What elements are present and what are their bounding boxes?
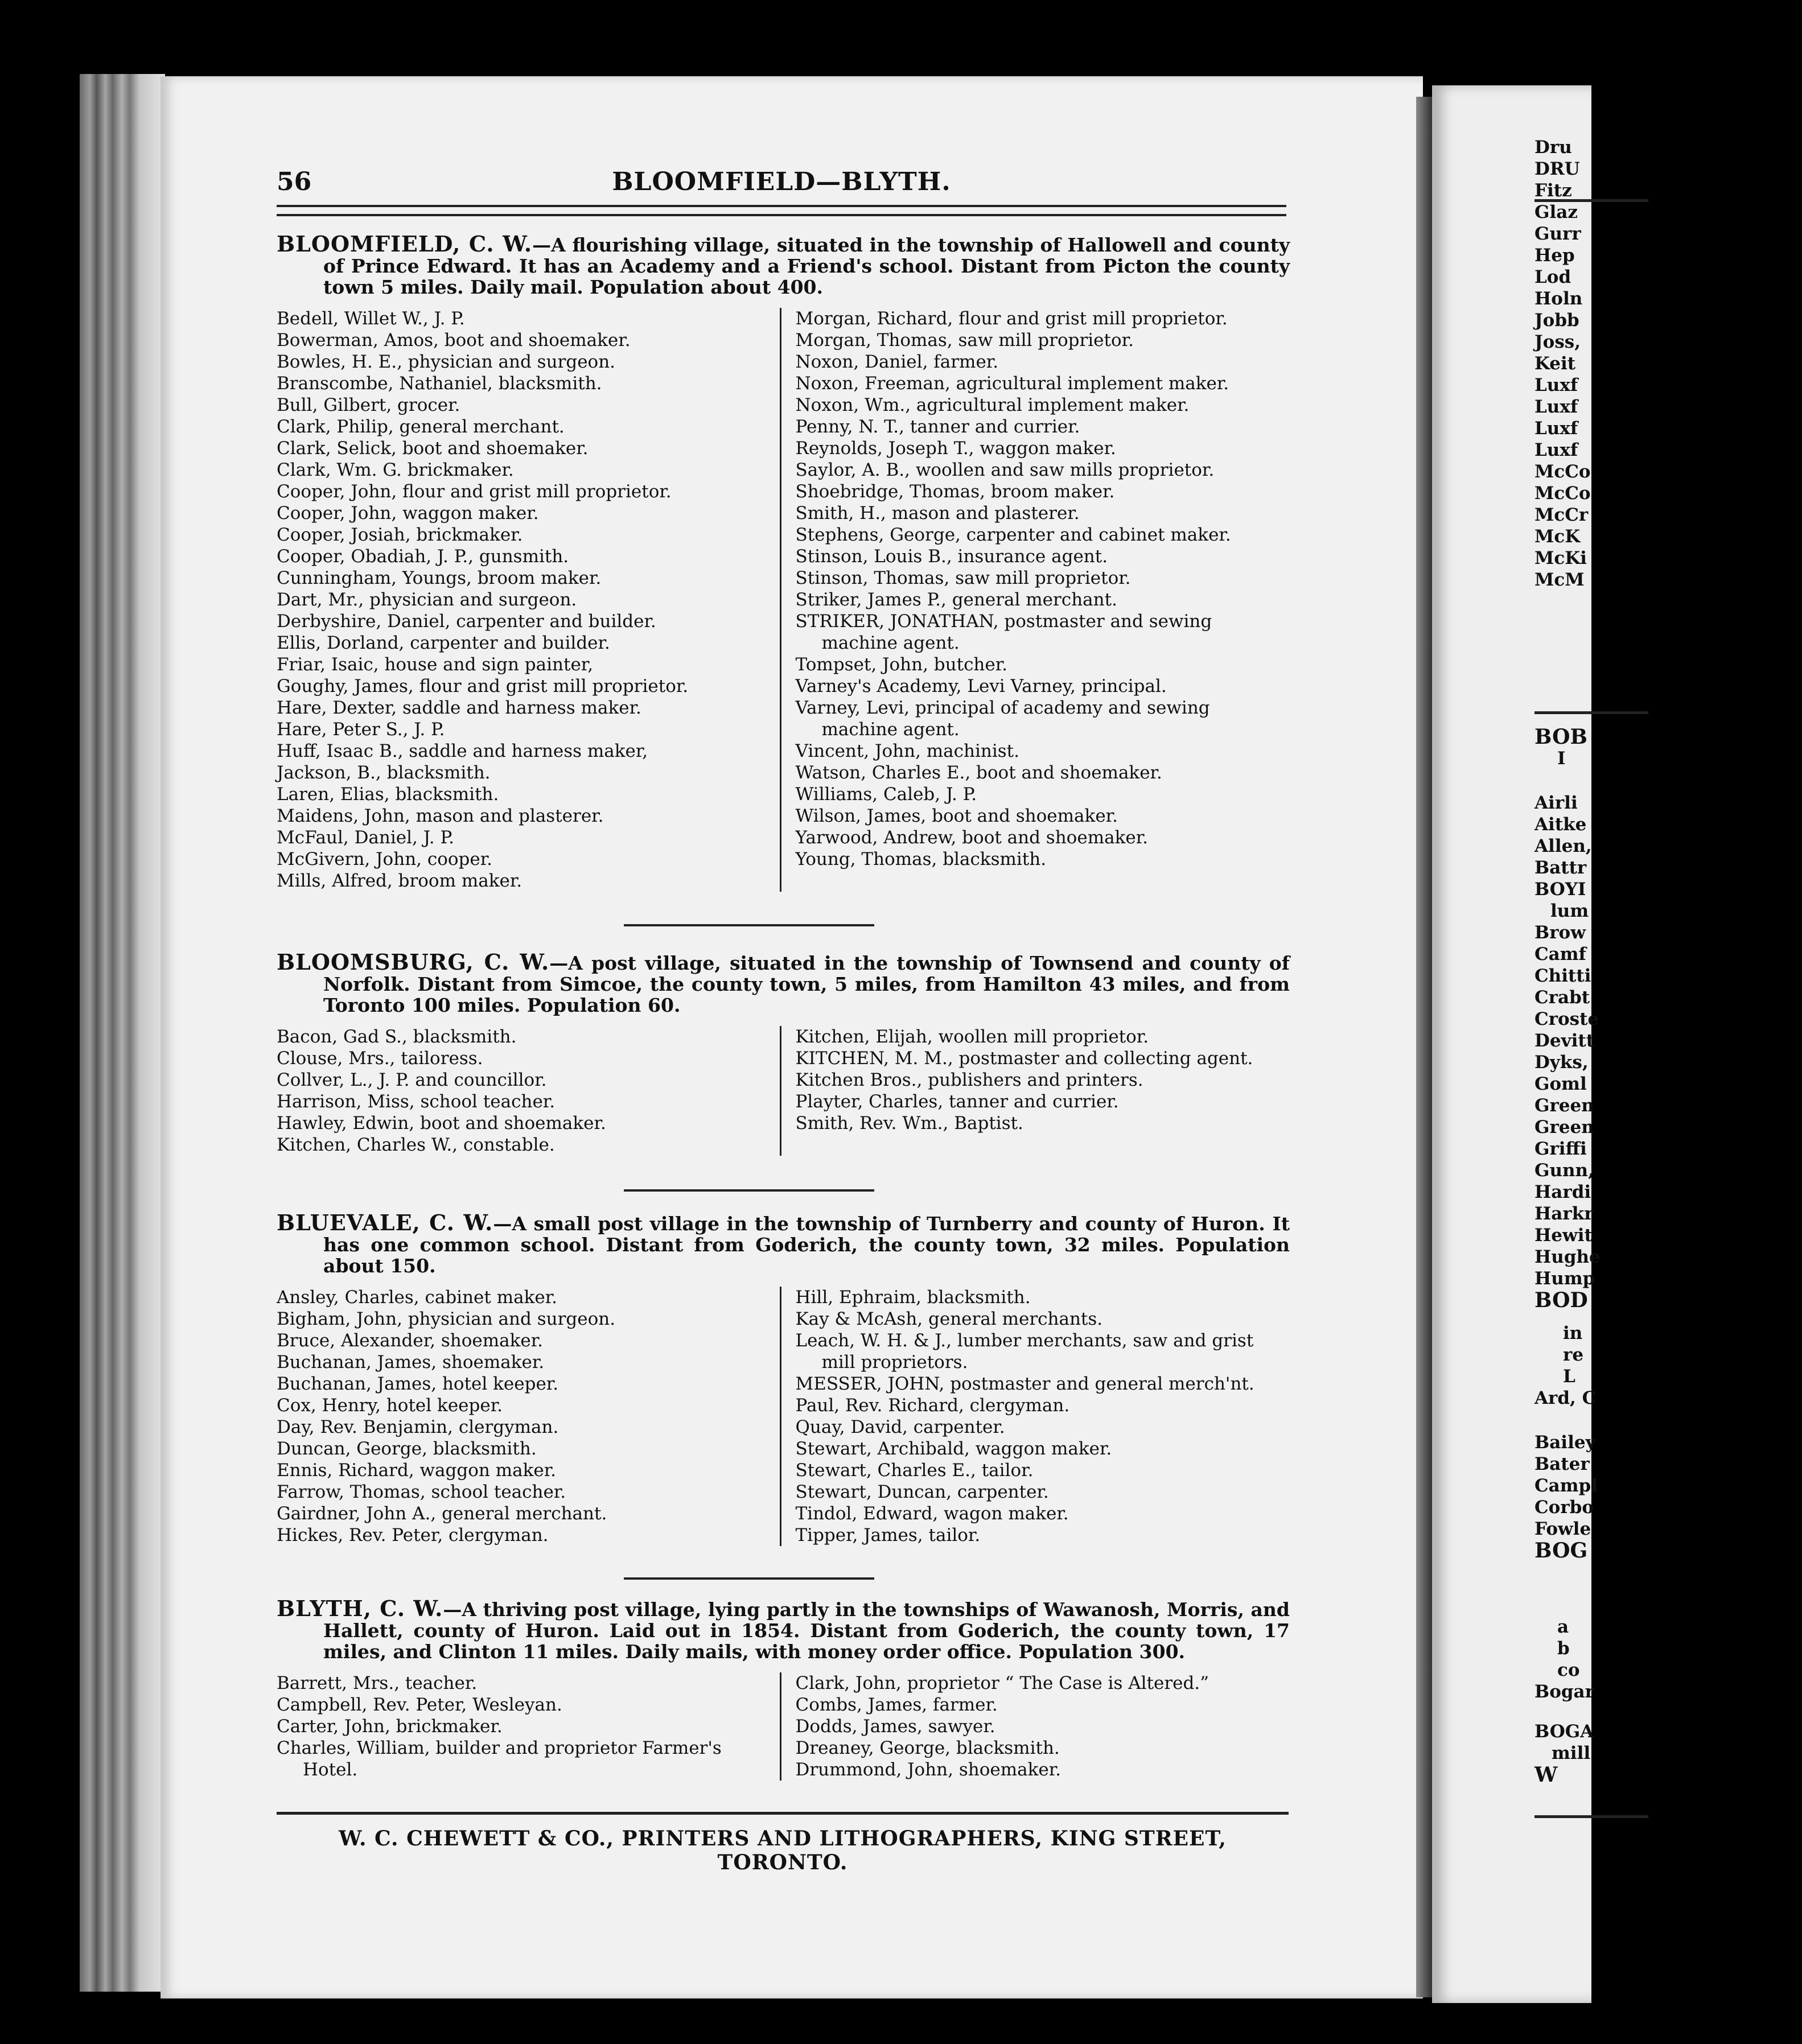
next-page-text: Battr (1534, 858, 1587, 878)
directory-entry: Mills, Alfred, broom maker. (277, 871, 523, 891)
directory-entry: Stewart, Archibald, waggon maker. (795, 1439, 1112, 1459)
next-page-header-rule (1534, 199, 1648, 202)
place-description (277, 1598, 1290, 1662)
next-page-text: BOB (1534, 725, 1587, 749)
next-page-text: Bater (1534, 1454, 1590, 1474)
directory-entry: Dart, Mr., physician and surgeon. (277, 590, 577, 610)
directory-entry: Combs, James, farmer. (795, 1695, 998, 1715)
right-column (780, 1026, 1290, 1156)
directory-entry: Stinson, Louis B., insurance agent. (795, 546, 1108, 567)
next-page-text: Lod (1534, 267, 1571, 287)
next-page-text: BOD (1534, 1288, 1588, 1312)
place-name: BLOOMFIELD, C. W. (277, 231, 533, 257)
directory-entry: Kay & McAsh, general merchants. (795, 1309, 1103, 1329)
next-page-text: Devitt (1534, 1031, 1595, 1051)
directory-entry: Hickes, Rev. Peter, clergyman. (277, 1525, 549, 1546)
place-section (277, 1212, 1290, 1546)
next-page-text: McCo (1534, 483, 1591, 504)
next-page-text: Green (1534, 1095, 1594, 1116)
directory-entry: Cox, Henry, hotel keeper. (277, 1395, 503, 1416)
directory-entry: Bowles, H. E., physician and surgeon. (277, 352, 616, 372)
right-column (780, 1287, 1290, 1546)
section-separator (624, 1189, 874, 1192)
left-column (277, 308, 780, 892)
directory-entry: Clark, Wm. G. brickmaker. (277, 460, 514, 480)
directory-entry: Gairdner, John A., general merchant. (277, 1503, 607, 1524)
place-name: BLUEVALE, C. W. (277, 1210, 493, 1235)
place-description (277, 951, 1290, 1016)
directory-entry: Harrison, Miss, school teacher. (277, 1091, 556, 1112)
next-page-text: Harkr (1534, 1204, 1594, 1224)
directory-entry: Stewart, Duncan, carpenter. (795, 1482, 1049, 1502)
directory-entry: Paul, Rev. Richard, clergyman. (795, 1395, 1070, 1416)
next-page-text: re (1563, 1345, 1584, 1365)
running-head: BLOOMFIELD—BLYTH. (612, 167, 951, 196)
directory-entry: Quay, David, carpenter. (795, 1417, 1005, 1437)
directory-entry: Morgan, Thomas, saw mill proprietor. (795, 330, 1134, 351)
directory-entry: Hawley, Edwin, boot and shoemaker. (277, 1113, 606, 1134)
place-description (277, 1212, 1290, 1276)
next-page-text: W (1534, 1763, 1558, 1787)
next-page-text: Hughe (1534, 1247, 1601, 1267)
directory-entry: McGivern, John, cooper. (277, 849, 493, 869)
right-column (780, 308, 1290, 892)
left-column (277, 1026, 780, 1156)
directory-entry: Drummond, John, shoemaker. (795, 1759, 1061, 1780)
next-page-text: Holn (1534, 289, 1583, 309)
directory-entry: Reynolds, Joseph T., waggon maker. (795, 438, 1116, 459)
directory-entry: Ennis, Richard, waggon maker. (277, 1460, 556, 1481)
place-summary: —A small post village in the township of Turnberry and county of Huron. It has one common school. Distant from Goderich, the county town, 32 miles. Population about 150. (323, 1213, 1290, 1277)
place-section (277, 233, 1290, 892)
directory-entry: Buchanan, James, hotel keeper. (277, 1374, 559, 1394)
directory-columns (277, 1287, 1290, 1546)
next-page-text: b (1557, 1638, 1570, 1659)
next-page-footer-rule (1534, 1815, 1648, 1818)
directory-entry: Hare, Peter S., J. P. (277, 719, 445, 740)
next-page-text: Corbo (1534, 1497, 1594, 1518)
next-page-text: in (1563, 1323, 1583, 1344)
next-page-text: McK (1534, 526, 1581, 547)
next-page-text: McCr (1534, 505, 1589, 525)
directory-entry: Kitchen Bros., publishers and printers. (795, 1070, 1143, 1090)
directory-entry: Kitchen, Charles W., constable. (277, 1135, 555, 1155)
next-page-separator (1534, 711, 1648, 714)
next-page-text: Fowle (1534, 1519, 1591, 1539)
directory-entry: Cooper, Josiah, brickmaker. (277, 525, 523, 545)
next-page-text: McCo (1534, 461, 1591, 482)
book-page-edges (80, 74, 165, 1992)
directory-entry: Young, Thomas, blacksmith. (795, 849, 1047, 869)
directory-entry: Clark, Selick, boot and shoemaker. (277, 438, 589, 459)
directory-entry: Day, Rev. Benjamin, clergyman. (277, 1417, 559, 1437)
directory-entry: Smith, Rev. Wm., Baptist. (795, 1113, 1023, 1134)
next-page-text: Fitz (1534, 180, 1572, 201)
next-page-text: Hewit (1534, 1225, 1593, 1246)
directory-entry: Bacon, Gad S., blacksmith. (277, 1027, 517, 1047)
directory-entry: Hill, Ephraim, blacksmith. (795, 1287, 1031, 1308)
next-page-text: Airli (1534, 793, 1578, 813)
directory-entry: Collver, L., J. P. and councillor. (277, 1070, 547, 1090)
next-page-text: Luxf (1534, 418, 1578, 439)
next-page-text: Gunn, (1534, 1160, 1594, 1181)
right-column (780, 1672, 1290, 1781)
printer-imprint: W. C. CHEWETT & CO., PRINTERS AND LITHOGRAPHERS, KING STREET, TORONTO. (339, 1827, 1227, 1874)
directory-entry: Tipper, James, tailor. (795, 1525, 981, 1546)
directory-entry: Maidens, John, mason and plasterer. (277, 806, 604, 826)
directory-entry: Jackson, B., blacksmith. (277, 763, 491, 783)
directory-entry: Stinson, Thomas, saw mill proprietor. (795, 568, 1131, 588)
next-page-text: Bailey (1534, 1432, 1596, 1453)
next-page-text: McM (1534, 570, 1585, 590)
directory-entry: Bigham, John, physician and surgeon. (277, 1309, 616, 1329)
directory-entry: Campbell, Rev. Peter, Wesleyan. (277, 1695, 562, 1715)
directory-columns (277, 1672, 1290, 1781)
directory-entry: Cunningham, Youngs, broom maker. (277, 568, 602, 588)
directory-entry: Shoebridge, Thomas, broom maker. (795, 481, 1115, 502)
next-page-text: Goml (1534, 1074, 1587, 1094)
directory-entry: Farrow, Thomas, school teacher. (277, 1482, 566, 1502)
next-page-text: Aitke (1534, 814, 1587, 835)
directory-entry: Noxon, Daniel, farmer. (795, 352, 999, 372)
next-page-text: Croste (1534, 1009, 1599, 1029)
directory-entry: Dreaney, George, blacksmith. (795, 1738, 1060, 1758)
next-page-text: I (1557, 748, 1566, 769)
directory-entry: Laren, Elias, blacksmith. (277, 784, 499, 805)
directory-entry: Stewart, Charles E., tailor. (795, 1460, 1034, 1481)
directory-entry: Duncan, George, blacksmith. (277, 1439, 537, 1459)
next-page-text: Joss, (1534, 332, 1581, 352)
directory-entry: Kitchen, Elijah, woollen mill proprietor. (795, 1027, 1149, 1047)
directory-entry: Playter, Charles, tanner and currier. (795, 1091, 1119, 1112)
place-summary: —A thriving post village, lying partly in the townships of Wawanosh, Morris, and Hallett, county of Huron. Laid out in 1854. Distant from Goderich, the county town, 17 miles, and Clinton 11 miles. Daily mails, with money order office. Population 300. (323, 1598, 1290, 1663)
directory-entry: Barrett, Mrs., teacher. (277, 1673, 478, 1693)
directory-entry: Stephens, George, carpenter and cabinet maker. (795, 525, 1231, 545)
next-page-text: Green (1534, 1117, 1594, 1138)
directory-entry: Huff, Isaac B., saddle and harness maker, (277, 741, 648, 761)
next-page-text: mill (1552, 1743, 1591, 1763)
next-page-text: Hep (1534, 245, 1575, 266)
next-page-text: Ard, C (1534, 1388, 1597, 1408)
directory-entry: Clark, John, proprietor “ The Case is Altered.” (795, 1673, 1209, 1693)
directory-entry: Tindol, Edward, wagon maker. (795, 1503, 1069, 1524)
place-section (277, 951, 1290, 1156)
next-page-text: L (1563, 1366, 1575, 1387)
next-page-text: Hardi (1534, 1182, 1591, 1202)
directory-entry: Morgan, Richard, flour and grist mill proprietor. (795, 308, 1228, 329)
directory-entry: Saylor, A. B., woollen and saw mills proprietor. (795, 460, 1215, 480)
directory-entry: Penny, N. T., tanner and currier. (795, 417, 1080, 437)
next-page-text: Dyks, (1534, 1052, 1589, 1073)
next-page-text: Brow (1534, 922, 1586, 943)
next-page-text: Glaz (1534, 202, 1578, 222)
section-separator (624, 924, 874, 926)
next-page-text: Luxf (1534, 440, 1578, 460)
next-page-text: Dru (1534, 137, 1572, 158)
directory-columns (277, 1026, 1290, 1156)
directory-entry: Ansley, Charles, cabinet maker. (277, 1287, 557, 1308)
next-page-text: lum (1550, 901, 1589, 921)
place-name: BLOOMSBURG, C. W. (277, 949, 550, 975)
place-section (277, 1598, 1290, 1781)
page-number: 56 (277, 167, 312, 196)
next-page-text: Bogar (1534, 1682, 1594, 1702)
next-page-text: BOYI (1534, 879, 1586, 900)
next-page-text: Griffi (1534, 1139, 1587, 1159)
next-page-text: Jobb (1534, 310, 1579, 331)
header-double-rule (277, 205, 1286, 216)
next-page-text: Crabt (1534, 987, 1590, 1008)
directory-entry: Clouse, Mrs., tailoress. (277, 1048, 483, 1069)
next-page-text: McKi (1534, 548, 1587, 568)
directory-entry: Noxon, Wm., agricultural implement maker. (795, 395, 1190, 415)
directory-entry: Hare, Dexter, saddle and harness maker. (277, 698, 641, 718)
directory-entry: Cooper, Obadiah, J. P., gunsmith. (277, 546, 569, 567)
directory-entry: Varney, Levi, principal of academy and sewing machine agent. (795, 698, 1210, 740)
directory-entry: Wilson, James, boot and shoemaker. (795, 806, 1118, 826)
directory-entry: Branscombe, Nathaniel, blacksmith. (277, 373, 602, 394)
directory-entry: Dodds, James, sawyer. (795, 1716, 995, 1737)
next-page-text: BOGA (1534, 1721, 1594, 1742)
directory-entry: Goughy, James, flour and grist mill proprietor. (277, 676, 689, 697)
footer-rule (277, 1812, 1289, 1815)
directory-entry: Bowerman, Amos, boot and shoemaker. (277, 330, 631, 351)
directory-entry: Smith, H., mason and plasterer. (795, 503, 1080, 524)
directory-entry: Bull, Gilbert, grocer. (277, 395, 460, 415)
place-name: BLYTH, C. W. (277, 1596, 443, 1621)
directory-entry: Striker, James P., general merchant. (795, 590, 1117, 610)
directory-entry: Bedell, Willet W., J. P. (277, 308, 465, 329)
next-page-text: a (1557, 1617, 1569, 1637)
directory-entry: Cooper, John, flour and grist mill proprietor. (277, 481, 672, 502)
directory-entry: KITCHEN, M. M., postmaster and collecting agent. (795, 1048, 1253, 1069)
directory-entry: McFaul, Daniel, J. P. (277, 827, 454, 848)
directory-entry: Buchanan, James, shoemaker. (277, 1352, 545, 1373)
next-page-text: BOG (1534, 1539, 1588, 1563)
directory-entry: Cooper, John, waggon maker. (277, 503, 539, 524)
directory-entry: Watson, Charles E., boot and shoemaker. (795, 763, 1162, 783)
place-summary: —A post village, situated in the township of Townsend and county of Norfolk. Distant from Simcoe, the county town, 5 miles, from Hamilton 43 miles, and from Toronto 100 miles. Population 60. (323, 952, 1290, 1016)
next-page-text: Allen, (1534, 836, 1592, 856)
directory-entry: Carter, John, brickmaker. (277, 1716, 503, 1737)
next-page-text: Chitti (1534, 966, 1591, 986)
next-page-text: Gurr (1534, 224, 1581, 244)
next-page-fragment (1432, 85, 1601, 2003)
left-column (277, 1672, 780, 1781)
next-page-text: Luxf (1534, 397, 1578, 417)
directory-entry: Varney's Academy, Levi Varney, principal. (795, 676, 1167, 697)
directory-entry: Vincent, John, machinist. (795, 741, 1019, 761)
next-page-text: DRU (1534, 159, 1580, 179)
book-gutter (1416, 97, 1433, 1997)
directory-entry: Noxon, Freeman, agricultural implement maker. (795, 373, 1229, 394)
directory-entry: Clark, Philip, general merchant. (277, 417, 565, 437)
next-page-text: Camf (1534, 944, 1586, 965)
place-summary: —A flourishing village, situated in the township of Hallowell and county of Prince Edward. It has an Academy and a Friend's school. Distant from Picton the county town 5 miles. Daily mail. Population about 400. (323, 234, 1290, 298)
directory-entry: Leach, W. H. & J., lumber merchants, saw and grist mill proprietors. (795, 1330, 1254, 1373)
section-separator (624, 1577, 874, 1580)
page-header (277, 167, 1286, 201)
next-page-text: Campl (1534, 1476, 1598, 1496)
directory-columns (277, 308, 1290, 892)
directory-entry: Charles, William, builder and proprietor Farmer's Hotel. (277, 1738, 722, 1780)
left-column (277, 1287, 780, 1546)
next-page-text: Luxf (1534, 375, 1578, 395)
directory-entry: Derbyshire, Daniel, carpenter and builder. (277, 611, 656, 632)
directory-entry: Williams, Caleb, J. P. (795, 784, 977, 805)
directory-entry: MESSER, JOHN, postmaster and general merch'nt. (795, 1374, 1254, 1394)
directory-entry: Tompset, John, butcher. (795, 654, 1008, 675)
directory-entry: Yarwood, Andrew, boot and shoemaker. (795, 827, 1148, 848)
directory-entry: Ellis, Dorland, carpenter and builder. (277, 633, 610, 653)
directory-entry: STRIKER, JONATHAN, postmaster and sewing machine agent. (795, 611, 1212, 653)
next-page-text: Hump (1534, 1268, 1595, 1289)
next-page-text: Keit (1534, 353, 1576, 374)
place-description (277, 233, 1290, 298)
next-page-text: co (1557, 1660, 1580, 1680)
directory-entry: Bruce, Alexander, shoemaker. (277, 1330, 544, 1351)
directory-entry: Friar, Isaic, house and sign painter, (277, 654, 594, 675)
